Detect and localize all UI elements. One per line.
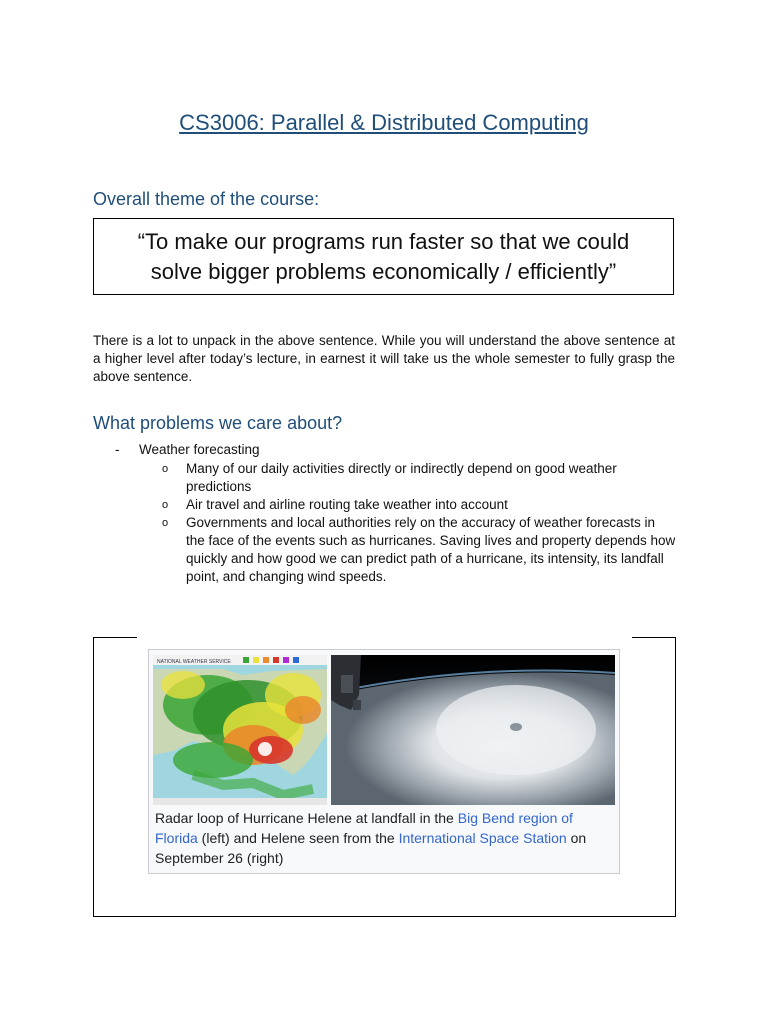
caption-text-1: Radar loop of Hurricane Helene at landfall in the (155, 810, 458, 826)
problems-heading: What problems we care about? (93, 413, 343, 433)
bullet-icon: o (162, 517, 169, 529)
caption-text-2: (left) and Helene seen from the (197, 830, 399, 846)
caption-link-iss[interactable]: International Space Station (398, 830, 567, 846)
caption-link-big-bend[interactable]: Big Bend region of Florida (155, 810, 573, 846)
quote-line-2: solve bigger problems economically / efficiently” (150, 258, 617, 284)
list-item-text: Many of our daily activities directly or indirectly depend on good weather predictions (186, 461, 617, 494)
caption-text-3: on September 26 (right) (155, 830, 587, 866)
radar-header-label: NATIONAL WEATHER SERVICE (157, 659, 231, 665)
list-item (162, 514, 677, 586)
list-item-text: Governments and local authorities rely on the accuracy of weather forecasts in the face of the events such as hurricanes. Saving lives and property depends how quickly and how good we can predict path of a hurricane, its intensity, its landfall point, and changing wind speeds. (186, 515, 676, 584)
list-item-text: Air travel and airline routing take weather into account (186, 497, 508, 512)
list-item (162, 460, 677, 496)
list-item-weather: Weather forecasting (139, 442, 260, 457)
figure-caption (155, 808, 615, 868)
frame-top-left-rule (93, 637, 137, 638)
bullet-icon: o (162, 463, 169, 475)
list-dash: - (115, 442, 120, 457)
theme-quote (138, 227, 630, 287)
page-title: CS3006: Parallel & Distributed Computing (179, 110, 589, 135)
radar-image (153, 655, 327, 805)
sub-list (162, 460, 677, 586)
frame-top-right-rule (632, 637, 676, 638)
bullet-icon: o (162, 499, 169, 511)
quote-line-1: “To make our programs run faster so that we could (137, 228, 630, 254)
list-item (162, 496, 677, 514)
intro-paragraph: There is a lot to unpack in the above sentence. While you will understand the above sentence at a higher level after today’s lecture, in earnest it will take us the whole semester to fully grasp the above sentence. (93, 333, 675, 384)
space-station-image (331, 655, 615, 805)
theme-heading: Overall theme of the course: (93, 189, 320, 209)
theme-quote-box (93, 218, 674, 295)
